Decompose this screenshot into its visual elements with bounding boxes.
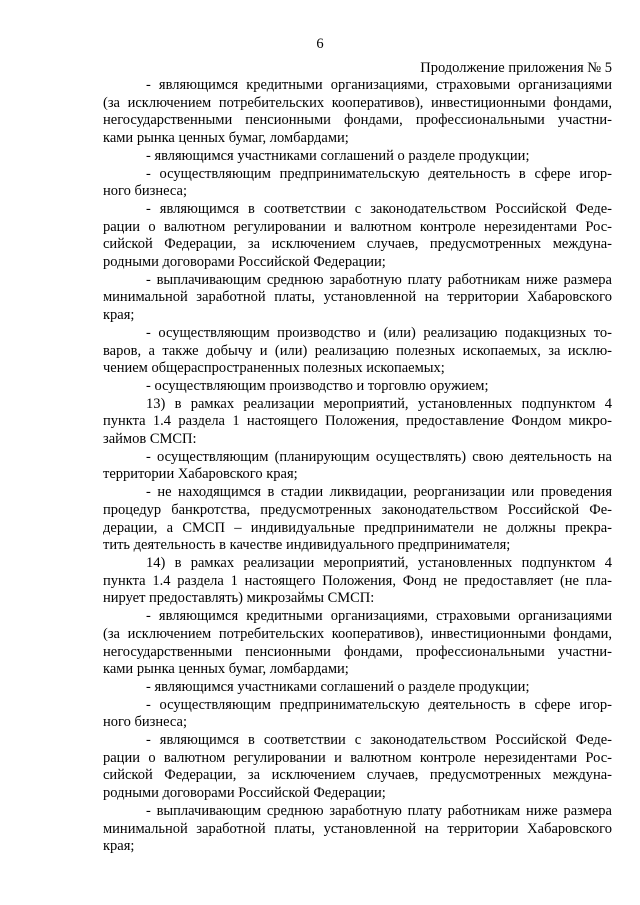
text-line: 13) в рамках реализации мероприятий, установленных подпунктом 4 <box>146 395 612 412</box>
text-line: нирует предоставлять) микрозаймы СМСП: <box>103 590 375 607</box>
text-line: края; <box>103 307 135 324</box>
text-line: пункта 1.4 раздела 1 настоящего Положения, предоставление Фондом микро- <box>103 413 612 430</box>
text-line: - выплачивающим среднюю заработную плату работникам ниже размера <box>146 271 612 288</box>
text-line: - являющимся кредитными организациями, страховыми организациями <box>146 77 612 93</box>
text-line: - осуществляющим предпринимательскую деятельность в сфере игор- <box>146 165 612 182</box>
text-line: родными договорами Российской Федерации; <box>103 785 386 802</box>
text-line: сийской Федерации, за исключением случаев, предусмотренных междуна- <box>103 236 612 253</box>
text-line: - осуществляющим предпринимательскую деятельность в сфере игор- <box>146 696 612 713</box>
text-line: (за исключением потребительских кооперативов), инвестиционными фондами, <box>103 94 612 111</box>
text-line: 14) в рамках реализации мероприятий, установленных подпунктом 4 <box>146 554 612 571</box>
text-line: займов СМСП: <box>103 431 197 448</box>
text-line: - выплачивающим среднюю заработную плату работникам ниже размера <box>146 802 612 819</box>
text-line: ками рынка ценных бумаг, ломбардами; <box>103 661 349 678</box>
text-line: минимальной заработной платы, установленной на территории Хабаровского <box>103 289 612 306</box>
text-line: чением общераспространенных полезных ископаемых; <box>103 360 445 377</box>
text-line: - не находящимся в стадии ликвидации, реорганизации или проведения <box>146 484 612 501</box>
text-line: минимальной заработной платы, установленной на территории Хабаровского <box>103 820 612 837</box>
appendix-continuation-label: Продолжение приложения № 5 <box>420 60 612 76</box>
text-line: края; <box>103 838 135 855</box>
text-line: - являющимся в соответствии с законодательством Российской Феде- <box>146 200 612 217</box>
text-line: пункта 1.4 раздела 1 настоящего Положения, Фонд не предоставляет (не пла- <box>103 572 612 589</box>
text-line: сийской Федерации, за исключением случаев, предусмотренных междуна- <box>103 767 612 784</box>
text-line: - являющимся в соответствии с законодательством Российской Феде- <box>146 732 612 749</box>
text-line: негосударственными пенсионными фондами, профессиональными участни- <box>103 112 612 129</box>
text-line: - осуществляющим производство и торговлю оружием; <box>146 377 489 394</box>
text-line: ками рынка ценных бумаг, ломбардами; <box>103 130 349 147</box>
text-line: дерации, а СМСП – индивидуальные предприниматели не должны прекра- <box>103 519 612 536</box>
text-line: ного бизнеса; <box>103 183 187 200</box>
text-line: - являющимся кредитными организациями, страховыми организациями <box>146 608 612 625</box>
text-line: рации о валютном регулировании и валютном контроле нерезидентами Рос- <box>103 218 612 235</box>
text-line: (за исключением потребительских кооперативов), инвестиционными фондами, <box>103 625 612 642</box>
text-line: - осуществляющим (планирующим осуществлять) свою деятельность на <box>146 448 612 465</box>
text-line: рации о валютном регулировании и валютном контроле нерезидентами Рос- <box>103 749 612 766</box>
text-line: варов, а также добычу и (или) реализацию полезных ископаемых, за исклю- <box>103 342 612 359</box>
text-line: процедур банкротства, предусмотренных законодательством Российской Фе- <box>103 501 612 518</box>
text-line: негосударственными пенсионными фондами, профессиональными участни- <box>103 643 612 660</box>
text-line: ного бизнеса; <box>103 714 187 731</box>
text-line: тить деятельность в качестве индивидуального предпринимателя; <box>103 537 511 554</box>
text-line: - являющимся участниками соглашений о разделе продукции; <box>146 147 530 164</box>
document-body <box>103 77 612 856</box>
text-line: территории Хабаровского края; <box>103 466 298 483</box>
text-line: - являющимся участниками соглашений о разделе продукции; <box>146 678 530 695</box>
text-line: - осуществляющим производство и (или) реализацию подакцизных то- <box>146 324 612 341</box>
page-number: 6 <box>316 36 324 52</box>
text-line: родными договорами Российской Федерации; <box>103 254 386 271</box>
